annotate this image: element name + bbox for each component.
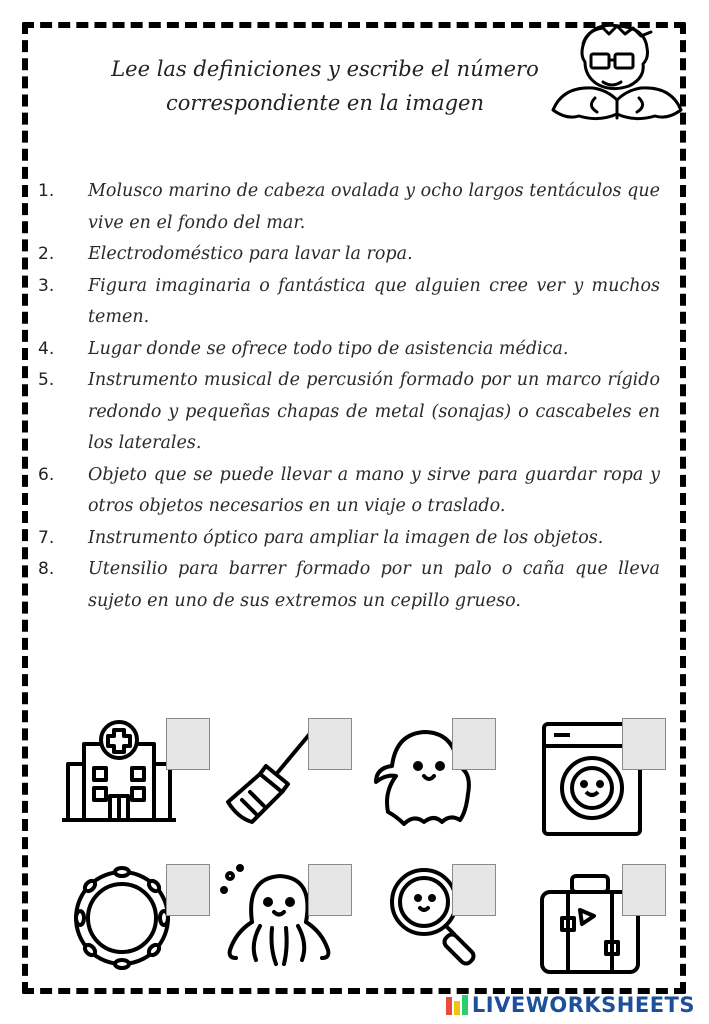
definition-text: Lugar donde se ofrece todo tipo de asistencia médica. [88,338,569,359]
hospital-icon [62,716,182,826]
definition-number: 6. [38,464,55,485]
answer-box[interactable] [452,864,496,916]
definition-number: 8. [38,559,55,579]
liveworksheets-logo-icon [446,995,468,1015]
definition-text: Utensilio para barrer formado por un palo o caña que lleva sujeto en uno de sus extremos un cepillo grueso. [88,559,660,611]
definition-item [38,523,660,555]
definition-text: Figura imaginaria o fantástica que alguien cree ver y muchos temen. [88,275,660,327]
answer-box[interactable] [622,864,666,916]
worksheet-title [60,52,590,120]
definition-number: 3. [38,275,55,296]
boy-reading-icon [545,18,690,130]
title-line-2: correspondiente en la imagen [165,91,485,115]
image-card-suitcase [536,862,686,992]
definition-text: Molusco marino de cabeza ovalada y ocho largos tentáculos que vive en el fondo del mar. [88,181,660,233]
definition-item [38,460,660,523]
answer-box[interactable] [452,718,496,770]
answer-box[interactable] [622,718,666,770]
image-card-broom [222,716,372,846]
answer-box[interactable] [166,718,210,770]
definition-item [38,239,660,271]
definition-item [38,334,660,366]
image-card-washing-machine [540,716,690,846]
definition-text: Electrodoméstico para lavar la ropa. [88,244,413,264]
title-line-1: Lee las definiciones y escribe el número [111,57,539,81]
definition-item [38,554,660,617]
definition-number: 7. [38,527,55,548]
definition-number: 1. [38,181,55,201]
answer-box[interactable] [166,864,210,916]
liveworksheets-brand[interactable] [446,992,695,1018]
image-card-hospital [62,716,212,846]
definition-number: 4. [38,338,55,359]
image-card-octopus [216,862,366,992]
answer-box[interactable] [308,864,352,916]
definition-item [38,365,660,460]
definitions-list [38,176,660,617]
brand-text: LIVEWORKSHEETS [471,993,695,1017]
answer-box[interactable] [308,718,352,770]
definition-text: Instrumento óptico para ampliar la imagen de los objetos. [88,527,604,548]
definition-text: Instrumento musical de percusión formado por un marco rígido redondo y pequeñas chapas de metal (sonajas) o cascabeles en los laterales. [88,370,660,453]
image-card-magnifying-glass [380,862,530,992]
definition-item [38,176,660,239]
definition-text: Objeto que se puede llevar a mano y sirve para guardar ropa y otros objetos necesarios en un viaje o traslado. [88,464,660,516]
image-card-tambourine [72,862,222,992]
definition-number: 5. [38,370,55,390]
definition-item [38,271,660,334]
definition-number: 2. [38,244,55,264]
image-card-ghost [370,716,520,846]
